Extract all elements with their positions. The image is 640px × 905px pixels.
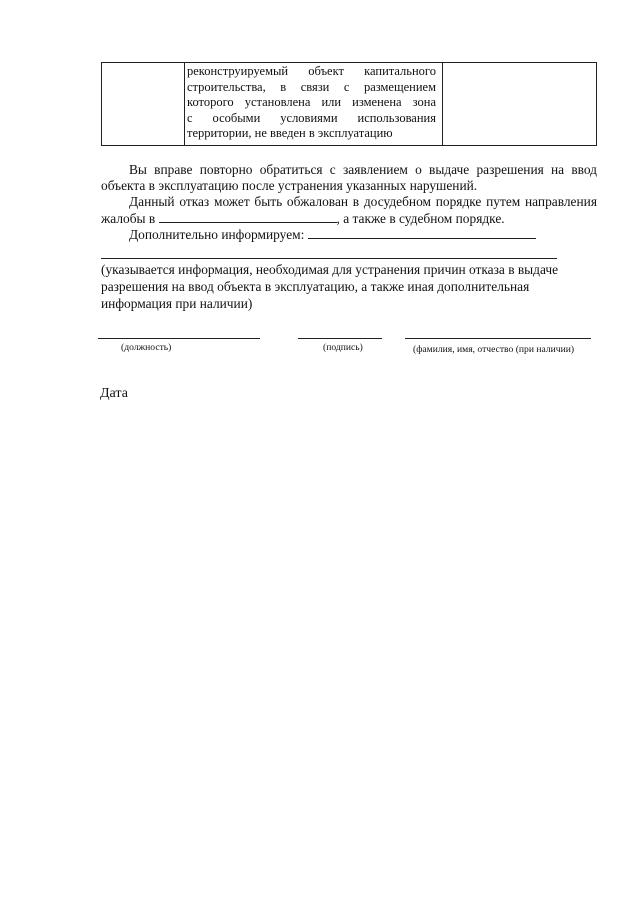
additional-info-blank-line2[interactable] <box>101 258 557 259</box>
appeal-paragraph-line1: Данный отказ может быть обжалован в досудебном порядке путем направления <box>129 194 597 209</box>
note-line3: информация при наличии) <box>101 296 253 311</box>
additional-info-blank[interactable] <box>308 238 536 239</box>
full-name-blank[interactable] <box>405 338 591 339</box>
note-line2: разрешения на ввод объекта в эксплуатацию, а также иная дополнительная <box>101 279 530 294</box>
table-divider <box>184 63 185 145</box>
position-caption: (должность) <box>121 342 172 353</box>
cell-line: реконструируемый объект капитального <box>187 64 436 78</box>
reapply-paragraph-line2: объекта в эксплуатацию после устранения указанных нарушений. <box>101 178 478 193</box>
appeal-paragraph-line2 <box>101 211 505 227</box>
appeal-prefix: жалобы в <box>101 211 156 226</box>
full-name-caption: (фамилия, имя, отчество (при наличии) <box>413 344 575 355</box>
cell-line: территории, не введен в эксплуатацию <box>187 126 393 141</box>
additional-label: Дополнительно информируем: <box>129 227 305 242</box>
note-line1: (указывается информация, необходимая для устранения причин отказа в выдаче <box>101 262 559 277</box>
appeal-body-blank[interactable] <box>159 222 337 223</box>
table-divider <box>442 63 443 145</box>
position-blank[interactable] <box>98 338 260 339</box>
cell-line: строительства, в связи с размещением <box>187 79 436 94</box>
reapply-paragraph-line1: Вы вправе повторно обратиться с заявлением о выдаче разрешения на ввод <box>129 162 597 177</box>
cell-line: с особыми условиями использования <box>187 110 436 125</box>
appeal-suffix: , а также в судебном порядке. <box>336 211 505 226</box>
signature-caption: (подпись) <box>323 342 363 353</box>
cell-line: которого установлена или изменена зона <box>187 95 436 110</box>
additional-info-line <box>129 227 536 243</box>
signature-blank[interactable] <box>298 338 382 339</box>
table-cell-text <box>187 64 436 142</box>
date-label: Дата <box>100 386 128 401</box>
